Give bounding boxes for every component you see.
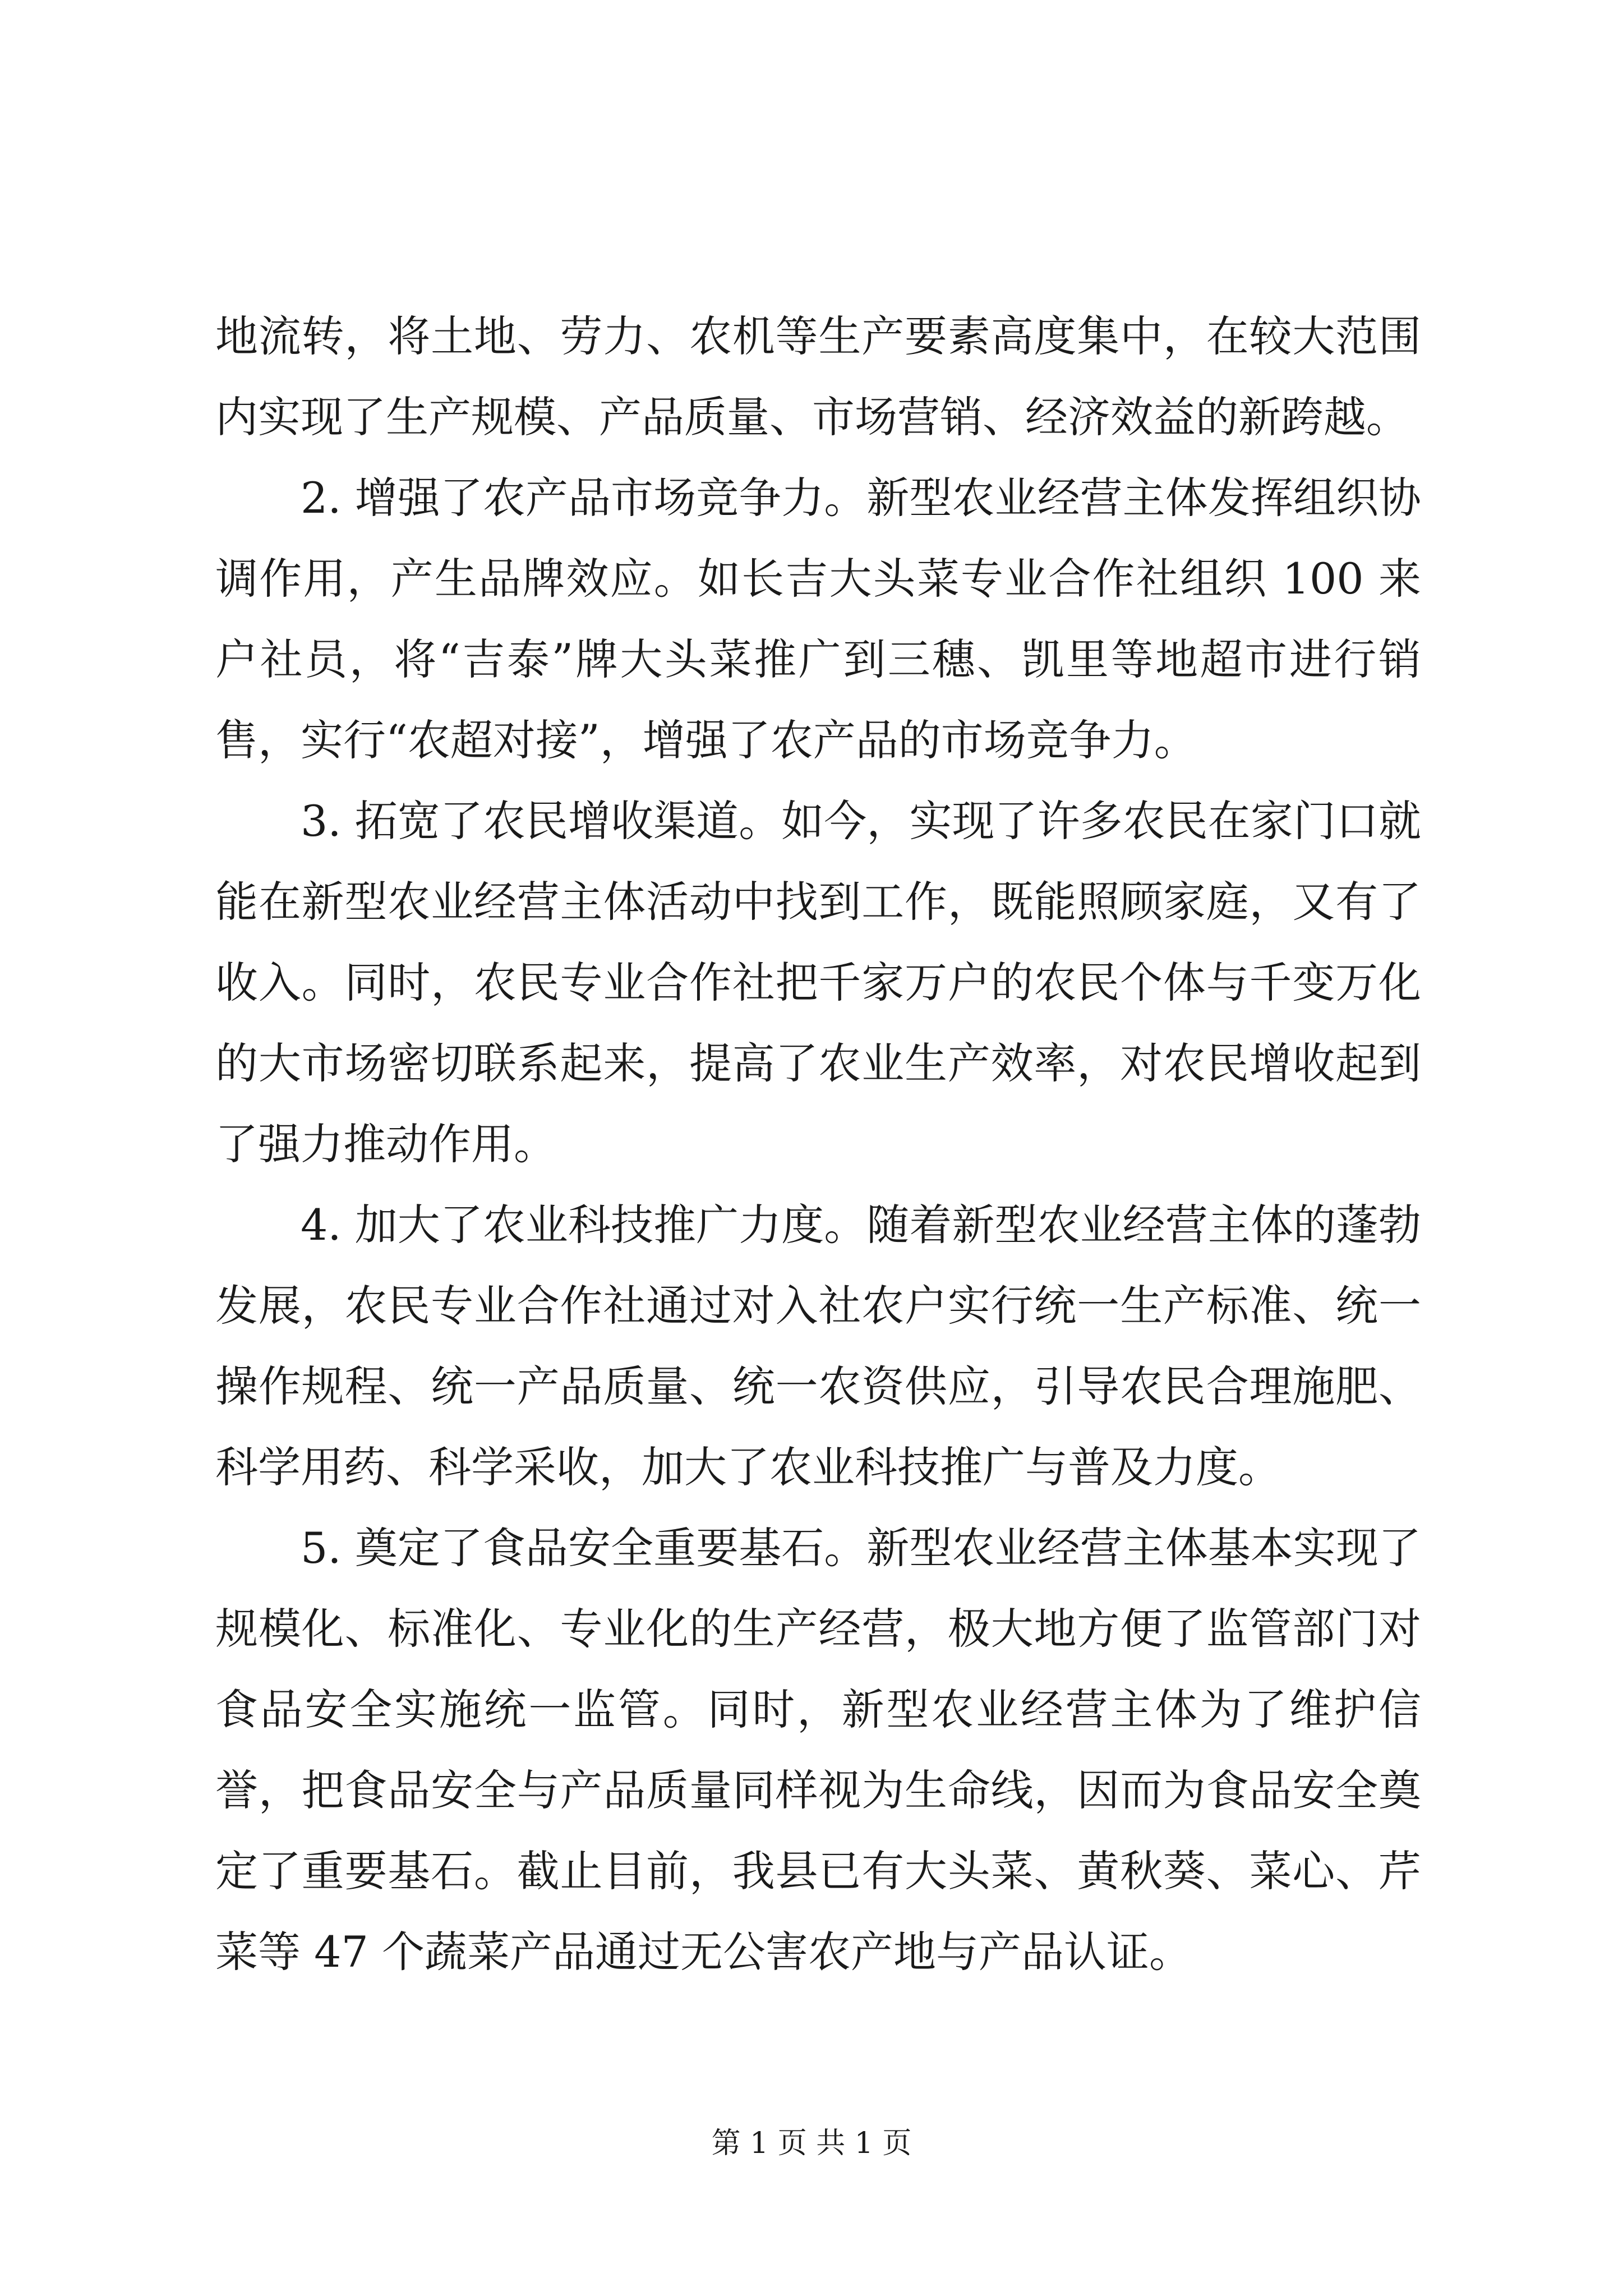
paragraph-item-5: 5. 奠定了食品安全重要基石。新型农业经营主体基本实现了规模化、标准化、专业化的生产经营，极大地方便了监管部门对食品安全实施统一监管。同时，新型农业经营主体为了维护信誉，把食品安全与产品质量同样视为生命线，因而为食品安全奠定了重要基石。截止目前，我县已有大头菜、黄秋葵、菜心、芹菜等 47 个蔬菜产品通过无公害农产地与产品认证。	[215, 1523, 1421, 1977]
paragraph-item-2: 2. 增强了农产品市场竞争力。新型农业经营主体发挥组织协调作用，产生品牌效应。如长吉大头菜专业合作社组织 100 来户社员，将“吉泰”牌大头菜推广到三穗、凯里等地超市进行销售，实行“农超对接”，增强了农产品的市场竞争力。	[215, 473, 1421, 765]
paragraph-item-4: 4. 加大了农业科技推广力度。随着新型农业经营主体的蓬勃发展，农民专业合作社通过对入社农户实行统一生产标准、统一操作规程、统一产品质量、统一农资供应，引导农民合理施肥、科学用药、科学采收，加大了农业科技推广与普及力度。	[215, 1200, 1421, 1492]
document-body	[215, 296, 1421, 1993]
paragraph-continuation: 地流转，将土地、劳力、农机等生产要素高度集中，在较大范围内实现了生产规模、产品质量、市场营销、经济效益的新跨越。	[215, 311, 1421, 442]
paragraph-item-3: 3. 拓宽了农民增收渠道。如今，实现了许多农民在家门口就能在新型农业经营主体活动中找到工作，既能照顾家庭，又有了收入。同时，农民专业合作社把千家万户的农民个体与千变万化的大市场密切联系起来，提高了农业生产效率，对农民增收起到了强力推动作用。	[215, 796, 1421, 1169]
page-footer: 第 1 页 共 1 页	[711, 2127, 912, 2160]
